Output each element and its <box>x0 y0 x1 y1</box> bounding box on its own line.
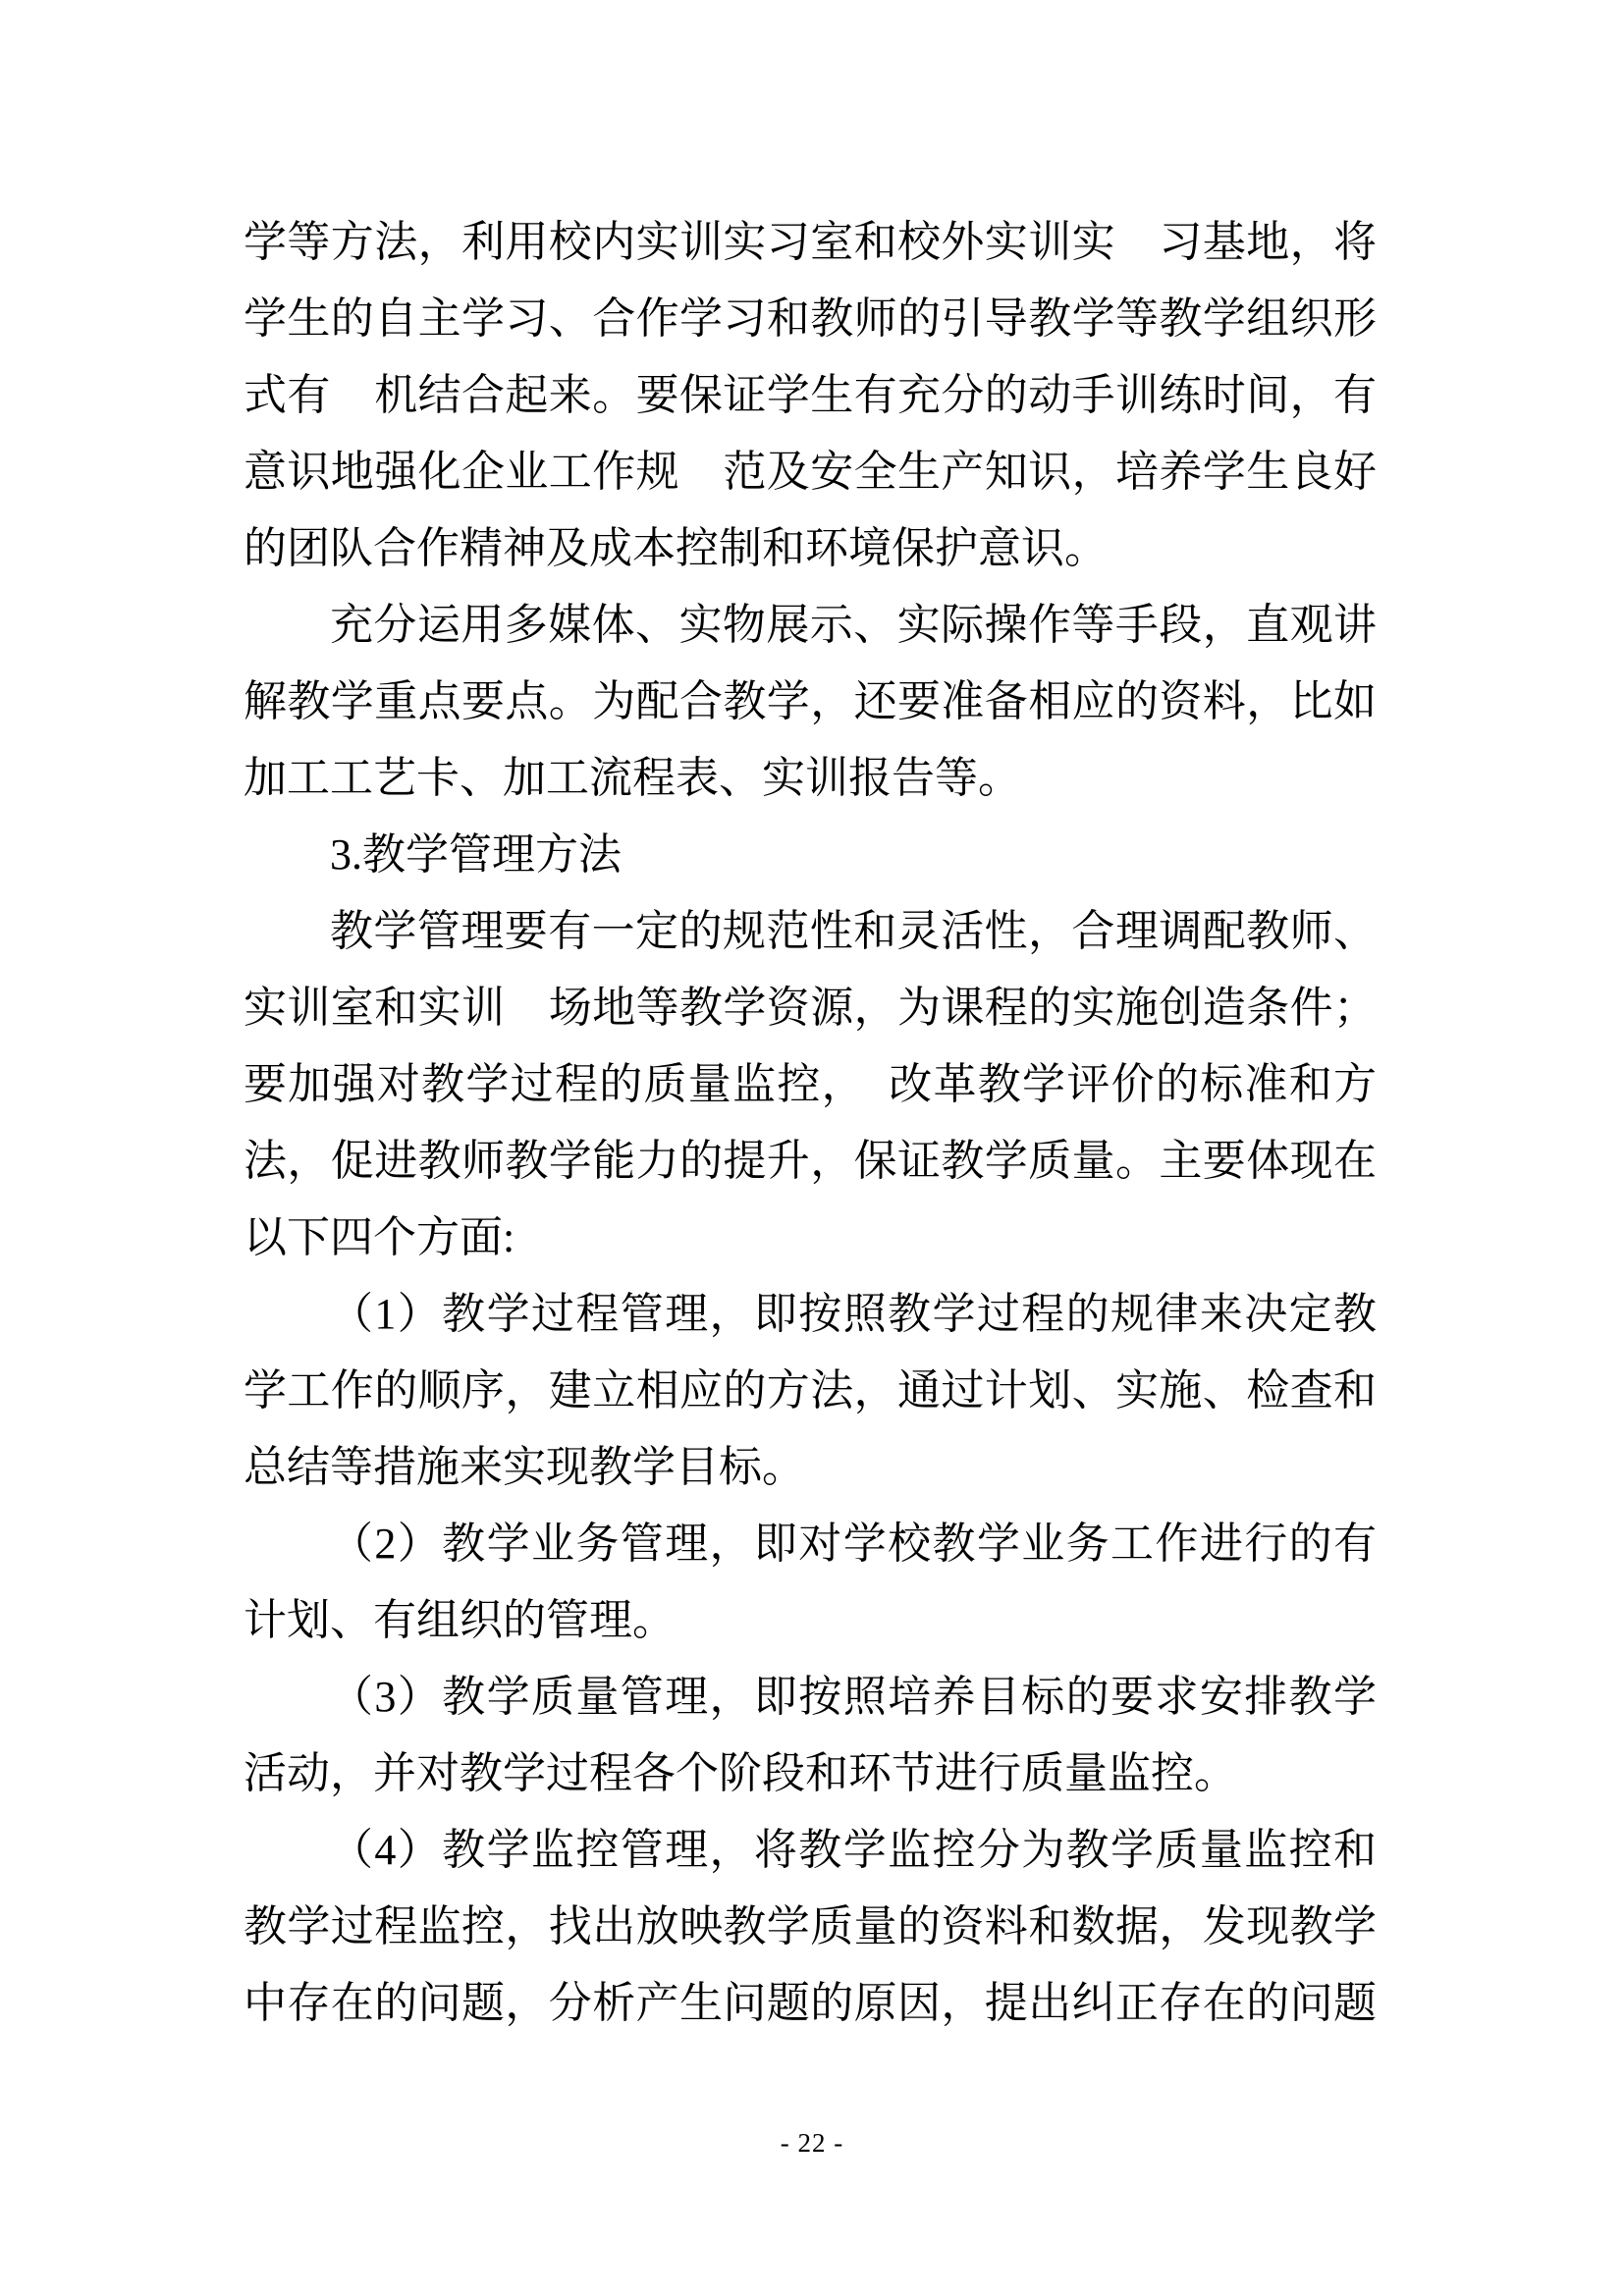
text-line: 教学过程监控，找出放映教学质量的资料和数据，发现教学 <box>244 1902 1377 1950</box>
text-line: 学工作的顺序，建立相应的方法，通过计划、实施、检查和 <box>244 1366 1377 1415</box>
section-heading: 3.教学管理方法 <box>330 830 622 879</box>
text-line: 要加强对教学过程的质量监控， 改革教学评价的标准和方 <box>244 1060 1377 1108</box>
text-line: 总结等措施来实现教学目标。 <box>244 1443 805 1491</box>
list-item-line: （4）教学监控管理，将教学监控分为教学质量监控和 <box>330 1826 1377 1874</box>
list-item-line: （1）教学过程管理，即按照教学过程的规律来决定教 <box>330 1290 1377 1338</box>
text-line: 实训室和实训 场地等教学资源，为课程的实施创造条件； <box>244 984 1377 1032</box>
text-line: 中存在的问题，分析产生问题的原因，提出纠正存在的问题 <box>244 1979 1377 2027</box>
text-line: 充分运用多媒体、实物展示、实际操作等手段，直观讲 <box>330 601 1377 649</box>
text-line: 计划、有组织的管理。 <box>244 1596 676 1644</box>
list-item-line: （3）教学质量管理，即按照培养目标的要求安排教学 <box>330 1673 1377 1721</box>
text-line: 意识地强化企业工作规 范及安全生产知识，培养学生良好 <box>244 448 1377 496</box>
text-line: 活动，并对教学过程各个阶段和环节进行质量监控。 <box>244 1749 1237 1797</box>
text-line: 学生的自主学习、合作学习和教师的引导教学等教学组织形 <box>244 294 1377 343</box>
text-line: 学等方法，利用校内实训实习室和校外实训实 习基地，将 <box>244 218 1377 266</box>
text-line: 的团队合作精神及成本控制和环境保护意识。 <box>244 524 1108 572</box>
page-footer <box>0 2128 1624 2158</box>
text-line: 以下四个方面: <box>244 1213 515 1261</box>
text-line: 教学管理要有一定的规范性和灵活性，合理调配教师、 <box>330 907 1377 955</box>
text-line: 法，促进教师教学能力的提升，保证教学质量。主要体现在 <box>244 1137 1377 1185</box>
list-item-line: （2）教学业务管理，即对学校教学业务工作进行的有 <box>330 1520 1377 1568</box>
text-line: 式有 机结合起来。要保证学生有充分的动手训练时间，有 <box>244 371 1377 419</box>
document-text <box>244 204 1377 2042</box>
page-number: - 22 - <box>780 2128 844 2158</box>
text-line: 解教学重点要点。为配合教学，还要准备相应的资料，比如 <box>244 677 1377 725</box>
text-line: 加工工艺卡、加工流程表、实训报告等。 <box>244 754 1021 802</box>
